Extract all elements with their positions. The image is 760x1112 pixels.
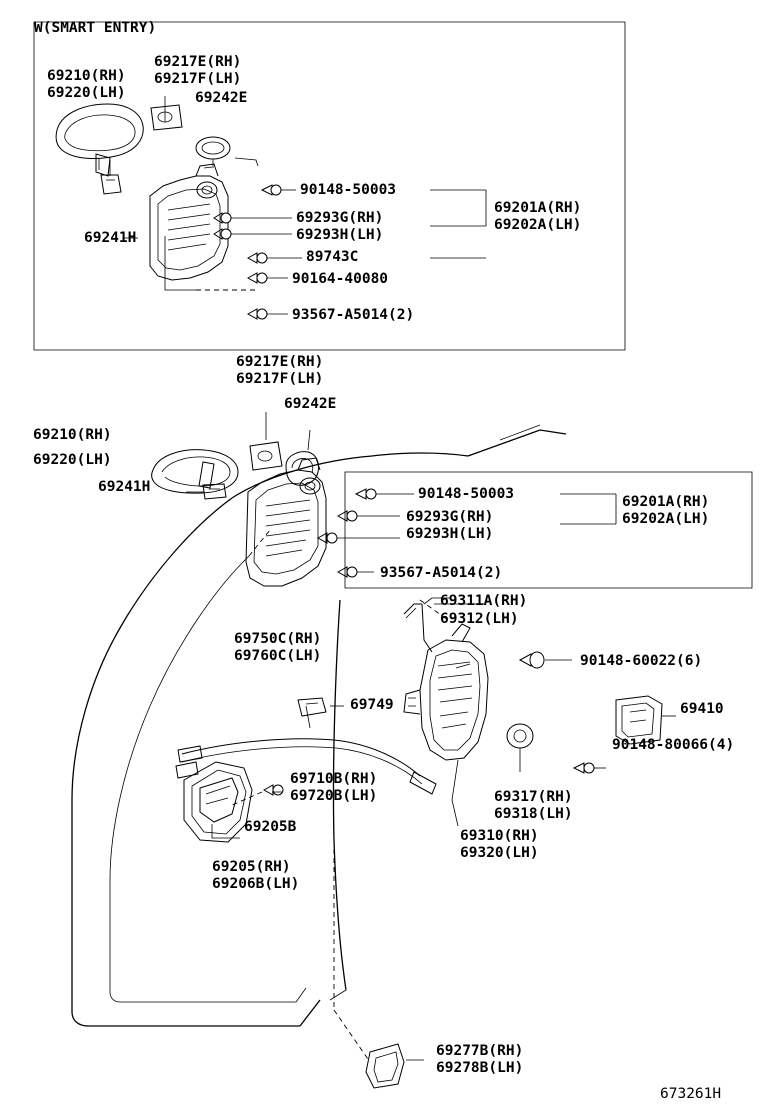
label-69217f-lh: 69217F(LH) [236, 371, 324, 387]
label-69202a-lh: 69202A(LH) [622, 511, 710, 527]
label-69217e-rh: 69217E(RH) [236, 354, 324, 370]
label-69720b-lh: 69720B(LH) [290, 788, 378, 804]
label-69318-lh: 69318(LH) [494, 806, 573, 822]
label-69205b: 69205B [244, 819, 297, 835]
label-69293g-rh: 69293G(RH) [406, 509, 494, 525]
label-69202a-lh-top: 69202A(LH) [494, 217, 582, 233]
label-89743c-top: 89743C [306, 249, 359, 265]
label-69217e-rh-top: 69217E(RH) [154, 54, 242, 70]
label-69201a-rh: 69201A(RH) [622, 494, 710, 510]
label-90148-60022: 90148-60022(6) [580, 653, 703, 669]
label-69217f-lh-top: 69217F(LH) [154, 71, 242, 87]
label-69310-rh: 69310(RH) [460, 828, 539, 844]
label-69277b-rh: 69277B(RH) [436, 1043, 524, 1059]
label-90148-50003: 90148-50003 [418, 486, 515, 502]
label-69317-rh: 69317(RH) [494, 789, 573, 805]
header-note: W(SMART ENTRY) [34, 20, 157, 36]
label-69293h-lh: 69293H(LH) [406, 526, 494, 542]
label-69293g-rh-top: 69293G(RH) [296, 210, 384, 226]
label-69293h-lh-top: 69293H(LH) [296, 227, 384, 243]
label-69220-lh-top: 69220(LH) [47, 85, 126, 101]
label-69220-lh: 69220(LH) [33, 452, 112, 468]
label-69241h: 69241H [98, 479, 151, 495]
label-69320-lh: 69320(LH) [460, 845, 539, 861]
label-93567-a5014: 93567-A5014(2) [380, 565, 503, 581]
label-69210-rh: 69210(RH) [33, 427, 112, 443]
label-69242e: 69242E [284, 396, 337, 412]
label-69206b-lh: 69206B(LH) [212, 876, 300, 892]
label-69241h-top: 69241H [84, 230, 137, 246]
label-69312-lh: 69312(LH) [440, 611, 519, 627]
label-69210-rh-top: 69210(RH) [47, 68, 126, 84]
label-69205-rh: 69205(RH) [212, 859, 291, 875]
label-90148-50003-top: 90148-50003 [300, 182, 397, 198]
label-69201a-rh-top: 69201A(RH) [494, 200, 582, 216]
label-93567-a5014-top: 93567-A5014(2) [292, 307, 415, 323]
label-69749: 69749 [350, 697, 394, 713]
label-69410: 69410 [680, 701, 724, 717]
label-90164-40080-top: 90164-40080 [292, 271, 389, 287]
label-69242e-top: 69242E [195, 90, 248, 106]
label-69750c-rh: 69750C(RH) [234, 631, 322, 647]
label-90148-80066: 90148-80066(4) [612, 737, 735, 753]
footer-code: 673261H [660, 1086, 722, 1102]
label-69760c-lh: 69760C(LH) [234, 648, 322, 664]
label-69710b-rh: 69710B(RH) [290, 771, 378, 787]
label-69311a-rh: 69311A(RH) [440, 593, 528, 609]
label-69278b-lh: 69278B(LH) [436, 1060, 524, 1076]
